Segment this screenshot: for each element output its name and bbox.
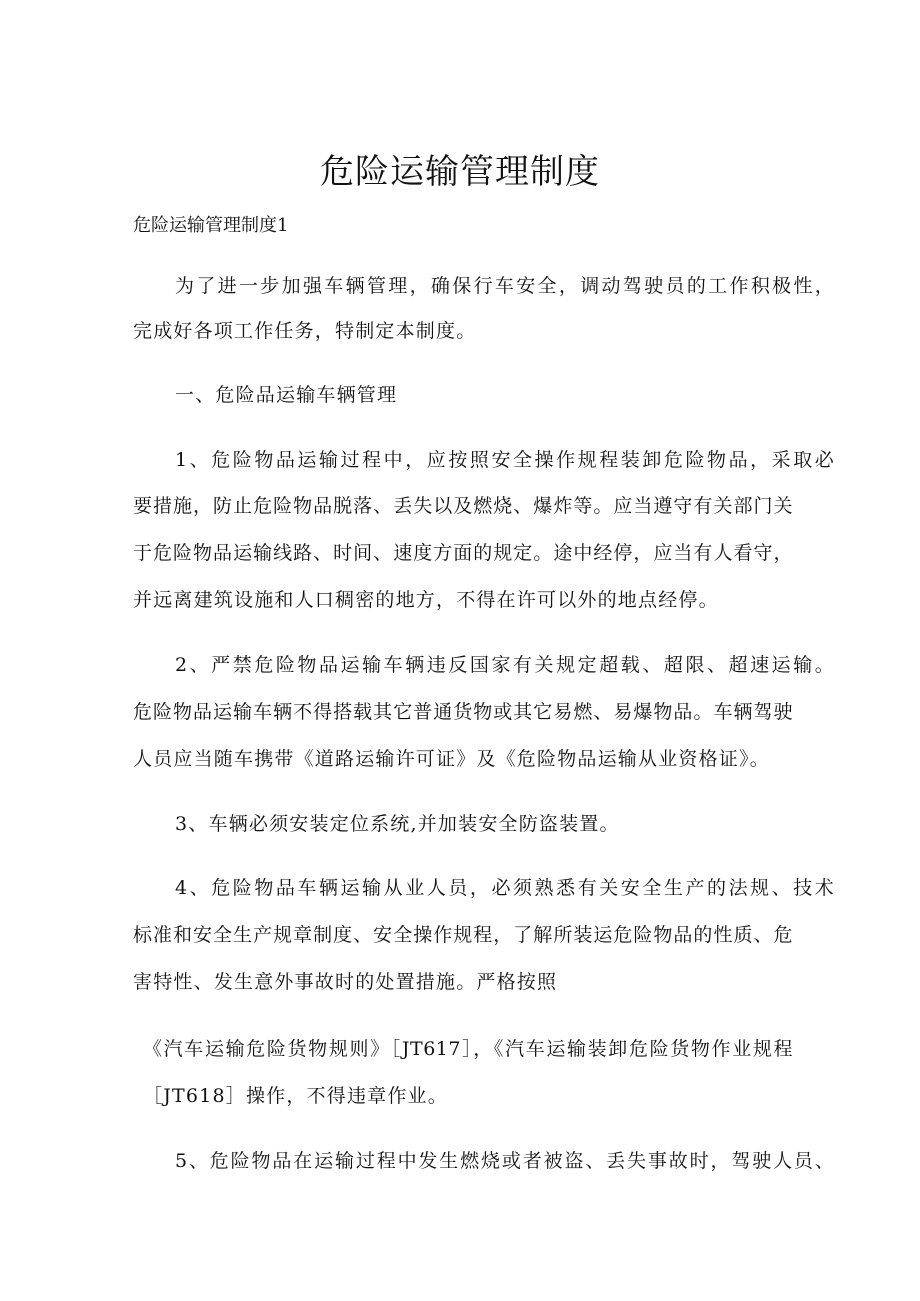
paragraph-line: 1、危险物品运输过程中，应按照安全操作规程装卸危险物品，采取必 xyxy=(175,449,835,471)
document-title: 危险运输管理制度 xyxy=(320,152,600,192)
paragraph-line: 4、危险物品车辆运输从业人员，必须熟悉有关安全生产的法规、技术 xyxy=(175,877,835,899)
paragraph-line: 5、危险物品在运输过程中发生燃烧或者被盗、丢失事故时，驾驶人员、 xyxy=(175,1150,835,1172)
paragraph-line: ［JT618］操作，不得违章作业。 xyxy=(143,1085,448,1107)
paragraph-line: 于危险物品运输线路、时间、速度方面的规定。途中经停，应当有人看守， xyxy=(133,542,793,564)
paragraph-line: 危险物品运输车辆不得搭载其它普通货物或其它易燃、易爆物品。车辆驾驶 xyxy=(133,701,793,723)
paragraph-line: 完成好各项工作任务，特制定本制度。 xyxy=(133,320,477,342)
paragraph-line: 并远离建筑设施和人口稠密的地方，不得在许可以外的地点经停。 xyxy=(133,589,719,611)
document-subtitle: 危险运输管理制度1 xyxy=(133,215,289,236)
section-heading: 一、危险品运输车辆管理 xyxy=(175,384,398,406)
paragraph-line: 要措施，防止危险物品脱落、丢失以及燃烧、爆炸等。应当遵守有关部门关 xyxy=(133,495,793,517)
paragraph-line: 为了进一步加强车辆管理，确保行车安全，调动驾驶员的工作积极性， xyxy=(175,275,835,297)
paragraph-line: 标准和安全生产规章制度、安全操作规程，了解所装运危险物品的性质、危 xyxy=(133,924,793,946)
paragraph-line: 3、车辆必须安装定位系统,并加装安全防盗装置。 xyxy=(175,813,620,835)
paragraph-line: 2、严禁危险物品运输车辆违反国家有关规定超载、超限、超速运输。 xyxy=(175,654,835,676)
paragraph-line: 害特性、发生意外事故时的处置措施。严格按照 xyxy=(133,971,558,993)
paragraph-line: 人员应当随车携带《道路运输许可证》及《危险物品运输从业资格证》。 xyxy=(133,748,770,770)
paragraph-line: 《汽车运输危险货物规则》［JT617］，《汽车运输装卸危险货物作业规程 xyxy=(143,1038,793,1060)
